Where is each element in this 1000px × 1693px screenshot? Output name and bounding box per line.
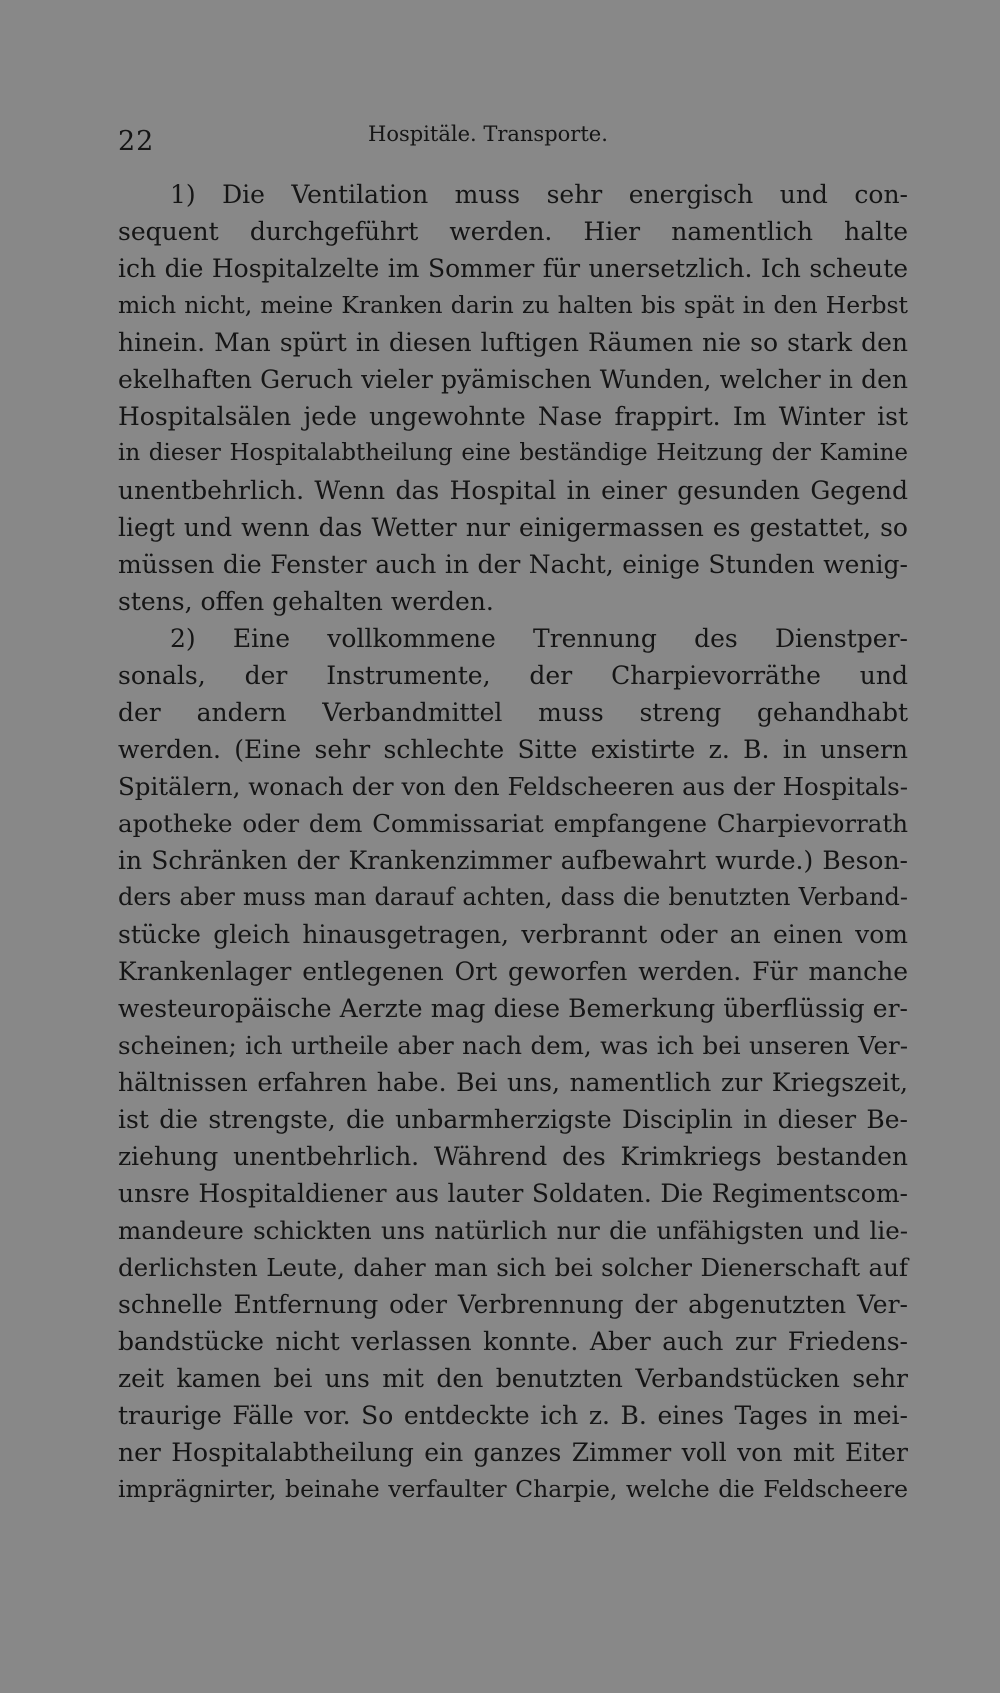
paragraph-2-line: mandeure schickten uns natürlich nur die unfähigsten und lie- <box>118 1216 908 1245</box>
paragraph-2-line: ist die strengste, die unbarmherzigste Disciplin in dieser Be- <box>118 1105 908 1134</box>
paragraph-2-line: stücke gleich hinausgetragen, verbrannt oder an einen vom <box>118 920 908 949</box>
paragraph-2-line: in Schränken der Krankenzimmer aufbewahrt wurde.) Beson- <box>118 846 908 875</box>
paragraph-2-line: sonals, der Instrumente, der Charpievorräthe und <box>118 661 908 690</box>
paragraph-1-line: ekelhaften Geruch vieler pyämischen Wunden, welcher in den <box>118 365 908 394</box>
paragraph-2-line: hältnissen erfahren habe. Bei uns, namentlich zur Kriegszeit, <box>118 1068 908 1097</box>
paragraph-1-line: stens, offen gehalten werden. <box>118 587 494 616</box>
paragraph-2-line: Spitälern, wonach der von den Feldscheeren aus der Hospitals- <box>118 772 908 801</box>
paragraph-2-line: imprägnirter, beinahe verfaulter Charpie, welche die Feldscheere <box>118 1475 908 1503</box>
paragraph-1-line: hinein. Man spürt in diesen luftigen Räumen nie so stark den <box>118 328 908 357</box>
paragraph-2-line: traurige Fälle vor. So entdeckte ich z. B. eines Tages in mei- <box>118 1401 908 1430</box>
page-number: 22 <box>118 126 155 157</box>
paragraph-1-line: in dieser Hospitalabtheilung eine beständige Heitzung der Kamine <box>118 440 908 466</box>
paragraph-1-line: müssen die Fenster auch in der Nacht, einige Stunden wenig- <box>118 550 908 579</box>
paragraph-1-line: sequent durchgeführt werden. Hier namentlich halte <box>118 217 908 246</box>
page-body <box>118 176 908 1508</box>
paragraph-1-line: 1) Die Ventilation muss sehr energisch und con- <box>170 180 908 209</box>
paragraph-1-line: liegt und wenn das Wetter nur einigermassen es gestattet, so <box>118 513 908 542</box>
paragraph-2-line: apotheke oder dem Commissariat empfangene Charpievorrath <box>118 809 908 838</box>
paragraph-2-line: der andern Verbandmittel muss streng gehandhabt <box>118 698 908 727</box>
paragraph-2-line: ziehung unentbehrlich. Während des Krimkriegs bestanden <box>118 1142 908 1171</box>
paragraph-1-line: unentbehrlich. Wenn das Hospital in einer gesunden Gegend <box>118 476 908 505</box>
paragraph-2-line: ner Hospitalabtheilung ein ganzes Zimmer voll von mit Eiter <box>118 1438 908 1467</box>
paragraph-2-line: 2) Eine vollkommene Trennung des Dienstper- <box>170 624 908 653</box>
paragraph-2-line: Krankenlager entlegenen Ort geworfen werden. Für manche <box>118 957 908 986</box>
paragraph-2-line: zeit kamen bei uns mit den benutzten Verbandstücken sehr <box>118 1364 908 1393</box>
paragraph-2-line: westeuropäische Aerzte mag diese Bemerkung überflüssig er- <box>118 994 908 1023</box>
paragraph-1-line: mich nicht, meine Kranken darin zu halten bis spät in den Herbst <box>118 291 908 319</box>
page-header <box>118 122 908 162</box>
paragraph-1-line: ich die Hospitalzelte im Sommer für unersetzlich. Ich scheute <box>118 254 908 283</box>
paragraph-2-line: unsre Hospitaldiener aus lauter Soldaten. Die Regimentscom- <box>118 1179 908 1208</box>
paragraph-1-line: Hospitalsälen jede ungewohnte Nase frappirt. Im Winter ist <box>118 402 908 431</box>
paragraph-2-line: schnelle Entfernung oder Verbrennung der abgenutzten Ver- <box>118 1290 908 1319</box>
paragraph-2-line: bandstücke nicht verlassen konnte. Aber auch zur Friedens- <box>118 1327 908 1356</box>
paragraph-2-line: ders aber muss man darauf achten, dass die benutzten Verband- <box>118 883 908 911</box>
paragraph-2-line: derlichsten Leute, daher man sich bei solcher Dienerschaft auf <box>118 1253 908 1282</box>
paragraph-2-line: scheinen; ich urtheile aber nach dem, was ich bei unseren Ver- <box>118 1031 908 1060</box>
running-head: Hospitäle. Transporte. <box>368 122 608 146</box>
paragraph-2-line: werden. (Eine sehr schlechte Sitte existirte z. B. in unsern <box>118 735 908 764</box>
